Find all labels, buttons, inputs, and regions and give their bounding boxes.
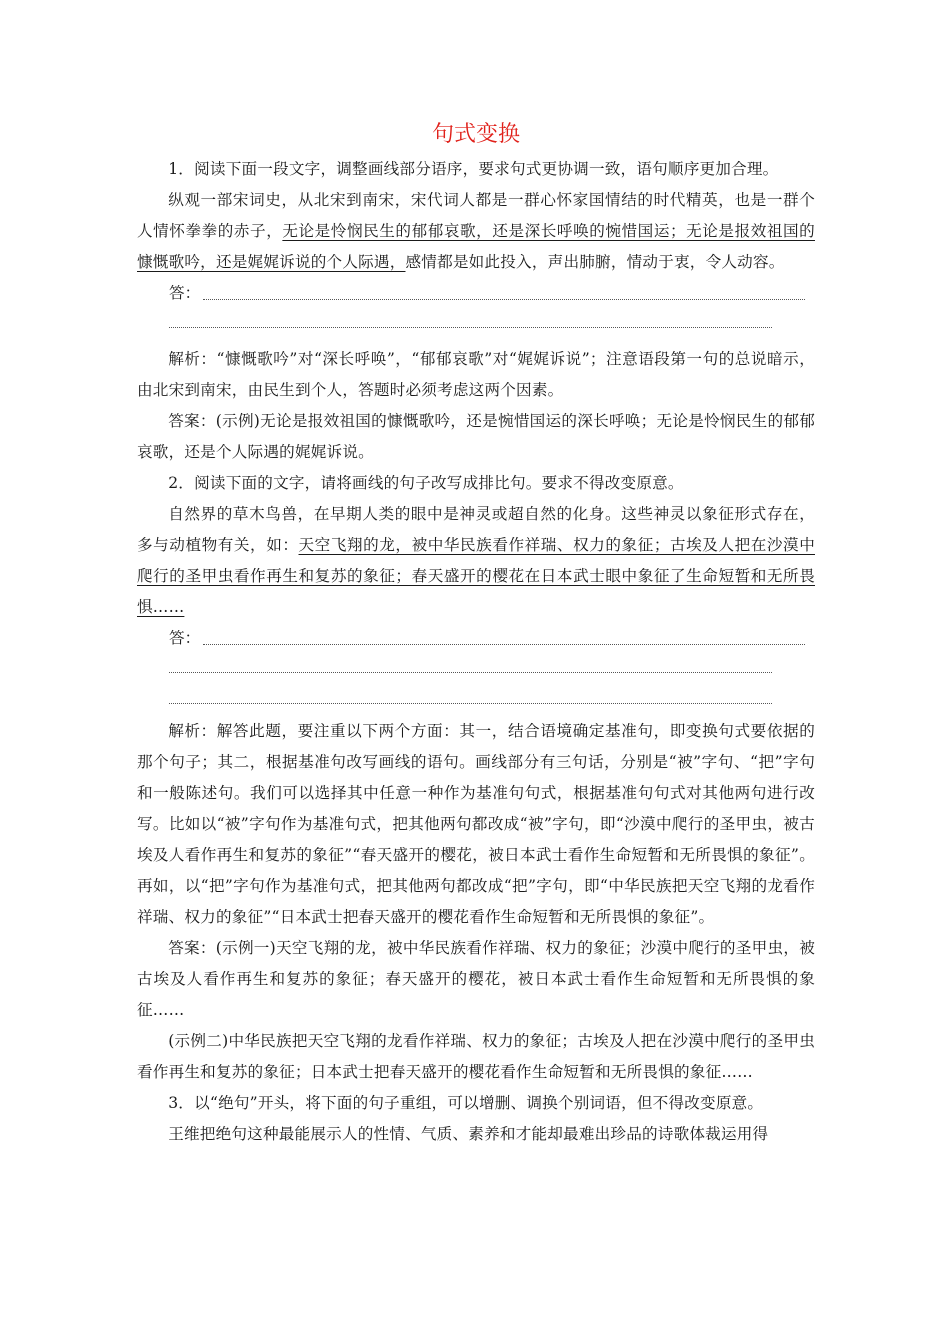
q2-passage-underlined: 天空飞翔的龙，被中华民族看作祥瑞、权力的象征；古埃及人把在沙漠中爬行的圣甲虫看作再生和复苏的象征；春天盛开的樱花在日本武士眼中象征了生命短暂和无所畏惧…… xyxy=(137,536,815,616)
q2-answer-2: (示例二)中华民族把天空飞翔的龙看作祥瑞、权力的象征；古埃及人把在沙漠中爬行的圣甲虫看作再生和复苏的象征；日本武士把春天盛开的樱花看作生命短暂和无所畏惧的象征…… xyxy=(137,1032,815,1081)
q1-answer-label: 答： xyxy=(169,284,201,302)
q3-prompt: 3．以“绝句”开头，将下面的句子重组，可以增删、调换个别词语，但不得改变原意。 xyxy=(168,1094,764,1112)
q1-passage xyxy=(137,185,815,278)
q3-passage: 王维把绝句这种最能展示人的性情、气质、素养和才能却最难出珍品的诗歌体裁运用得 xyxy=(168,1125,769,1143)
q2-answer-1: 答案：(示例一)天空飞翔的龙，被中华民族看作祥瑞、权力的象征；沙漠中爬行的圣甲虫，被古埃及人看作再生和复苏的象征；春天盛开的樱花，被日本武士看作生命短暂和无所畏惧的象征…… xyxy=(137,939,815,1019)
document-page xyxy=(137,118,815,1150)
q1-answer-blank-2[interactable] xyxy=(137,309,815,340)
q1-passage-underlined: 无论是怜悯民生的郁郁哀歌，还是深长呼唤的惋惜国运；无论是报效祖国的慷慨歌吟，还是娓娓诉说的个人际遇， xyxy=(137,222,815,271)
q2-passage xyxy=(137,499,815,623)
q2-answer-blank-3[interactable] xyxy=(137,685,815,716)
q1-prompt: 1．阅读下面一段文字，调整画线部分语序，要求句式更协调一致，语句顺序更加合理。 xyxy=(168,160,779,178)
q1-answer-line xyxy=(137,278,815,309)
q2-passage-before: 自然界的草木鸟兽，在早期人类的眼中是神灵或超自然的化身。这些神灵以象征形式存在，多与动植物有关，如： xyxy=(137,505,815,554)
q2-analysis: 解析：解答此题，要注重以下两个方面：其一，结合语境确定基准句，即变换句式要依据的那个句子；其二，根据基准句改写画线的语句。画线部分有三句话，分别是“被”字句、“把”字句和一般陈述句。我们可以选择其中任意一种作为基准句句式，根据基准句句式对其他两句进行改写。比如以“被”字句作为基准句式，把其他两句都改成“被”字句，即“沙漠中爬行的圣甲虫，被古埃及人看作再生和复苏的象征”“春天盛开的樱花，被日本武士看作生命短暂和无所畏惧的象征”。再如，以“把”字句作为基准句式，把其他两句都改成“把”字句，即“中华民族把天空飞翔的龙看作祥瑞、权力的象征”“日本武士把春天盛开的樱花看作生命短暂和无所畏惧的象征”。 xyxy=(137,722,815,926)
q2-prompt: 2．阅读下面的文字，请将画线的句子改写成排比句。要求不得改变原意。 xyxy=(168,474,684,492)
q2-answer-line xyxy=(137,623,815,654)
q2-answer-blank[interactable] xyxy=(203,644,805,645)
q1-passage-before: 纵观一部宋词史，从北宋到南宋，宋代词人都是一群心怀家国情结的时代精英，也是一群个人情怀拳拳的赤子， xyxy=(137,191,815,240)
q1-answer: 答案：(示例)无论是报效祖国的慷慨歌吟，还是惋惜国运的深长呼唤；无论是怜悯民生的郁郁哀歌，还是个人际遇的娓娓诉说。 xyxy=(137,412,815,461)
q2-answer-label: 答： xyxy=(169,629,201,647)
page-title: 句式变换 xyxy=(431,122,520,147)
q1-answer-blank[interactable] xyxy=(203,299,805,300)
q2-answer-blank-2[interactable] xyxy=(137,654,815,685)
q1-analysis: 解析：“慷慨歌吟”对“深长呼唤”，“郁郁哀歌”对“娓娓诉说”；注意语段第一句的总说暗示，由北宋到南宋，由民生到个人，答题时必须考虑这两个因素。 xyxy=(137,350,815,399)
q1-passage-after: 感情都是如此投入，声出肺腑，情动于衷，令人动容。 xyxy=(405,253,785,271)
